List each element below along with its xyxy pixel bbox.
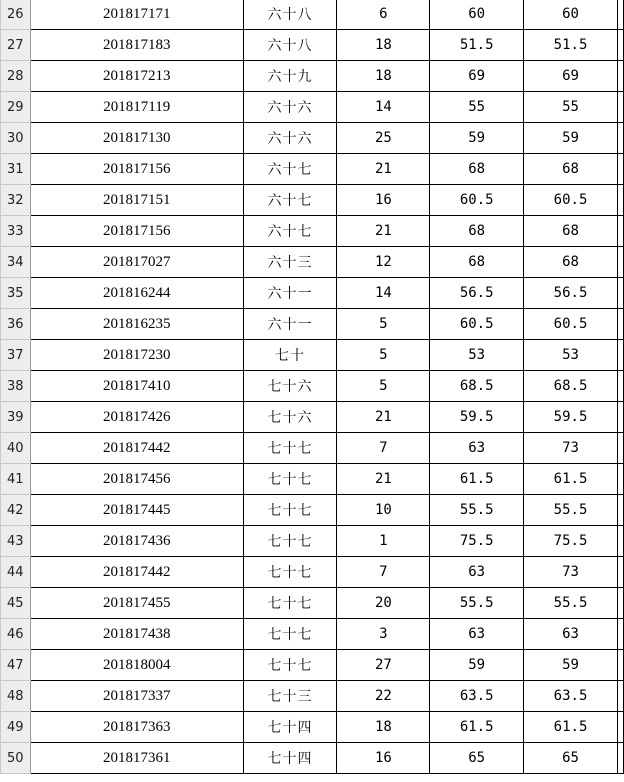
cell-next-column[interactable] [617, 216, 623, 247]
cell-final-score[interactable]: 59.5 [524, 402, 618, 433]
cell-score[interactable]: 59 [430, 650, 524, 681]
cell-student-id[interactable]: 201817438 [30, 619, 243, 650]
cell-count[interactable]: 5 [337, 371, 430, 402]
row-header[interactable]: 50 [1, 743, 31, 774]
cell-count[interactable]: 25 [337, 123, 430, 154]
table-row [1, 712, 624, 743]
cell-class[interactable]: 六十八 [243, 30, 337, 61]
table-row [1, 681, 624, 712]
cell-score[interactable]: 63 [430, 433, 524, 464]
row-header[interactable]: 42 [1, 495, 31, 526]
cell-final-score[interactable]: 73 [524, 433, 618, 464]
table-row [1, 216, 624, 247]
cell-class[interactable]: 六十七 [243, 216, 337, 247]
cell-count[interactable]: 7 [337, 433, 430, 464]
cell-student-id[interactable]: 201817156 [30, 216, 243, 247]
cell-count[interactable]: 10 [337, 495, 430, 526]
cell-count[interactable]: 27 [337, 650, 430, 681]
cell-class[interactable]: 七十四 [243, 743, 337, 774]
row-header[interactable]: 36 [1, 309, 31, 340]
cell-score[interactable]: 75.5 [430, 526, 524, 557]
cell-next-column[interactable] [617, 340, 623, 371]
cell-count[interactable]: 3 [337, 619, 430, 650]
table-row [1, 743, 624, 774]
cell-student-id[interactable]: 201817151 [30, 185, 243, 216]
table-row [1, 61, 624, 92]
row-header[interactable]: 34 [1, 247, 31, 278]
cell-final-score[interactable]: 60.5 [524, 185, 618, 216]
cell-next-column[interactable] [617, 433, 623, 464]
cell-score[interactable]: 59.5 [430, 402, 524, 433]
cell-final-score[interactable]: 55.5 [524, 495, 618, 526]
cell-count[interactable]: 18 [337, 712, 430, 743]
cell-final-score[interactable]: 53 [524, 340, 618, 371]
cell-class[interactable]: 七十七 [243, 495, 337, 526]
cell-count[interactable]: 7 [337, 557, 430, 588]
cell-count[interactable]: 21 [337, 464, 430, 495]
cell-score[interactable]: 65 [430, 743, 524, 774]
cell-score[interactable]: 56.5 [430, 278, 524, 309]
cell-final-score[interactable]: 63.5 [524, 681, 618, 712]
cell-count[interactable]: 16 [337, 185, 430, 216]
cell-count[interactable]: 12 [337, 247, 430, 278]
cell-class[interactable]: 七十七 [243, 557, 337, 588]
cell-score[interactable]: 63.5 [430, 681, 524, 712]
table-row [1, 526, 624, 557]
cell-student-id[interactable]: 201817442 [30, 433, 243, 464]
cell-student-id[interactable]: 201817361 [30, 743, 243, 774]
cell-class[interactable]: 六十七 [243, 185, 337, 216]
cell-class[interactable]: 六十七 [243, 154, 337, 185]
cell-class[interactable]: 六十六 [243, 123, 337, 154]
cell-class[interactable]: 七十三 [243, 681, 337, 712]
cell-next-column[interactable] [617, 526, 623, 557]
cell-class[interactable]: 六十六 [243, 92, 337, 123]
cell-final-score[interactable]: 60 [524, 0, 618, 30]
cell-student-id[interactable]: 201817119 [30, 92, 243, 123]
cell-final-score[interactable]: 59 [524, 123, 618, 154]
cell-score[interactable]: 60 [430, 0, 524, 30]
cell-student-id[interactable]: 201817445 [30, 495, 243, 526]
cell-class[interactable]: 七十四 [243, 712, 337, 743]
cell-student-id[interactable]: 201817156 [30, 154, 243, 185]
cell-final-score[interactable]: 60.5 [524, 309, 618, 340]
cell-final-score[interactable]: 63 [524, 619, 618, 650]
row-header[interactable]: 47 [1, 650, 31, 681]
cell-final-score[interactable]: 68 [524, 247, 618, 278]
cell-next-column[interactable] [617, 495, 623, 526]
row-header[interactable]: 44 [1, 557, 31, 588]
cell-score[interactable]: 60.5 [430, 309, 524, 340]
row-header[interactable]: 29 [1, 92, 31, 123]
cell-next-column[interactable] [617, 650, 623, 681]
cell-class[interactable]: 六十九 [243, 61, 337, 92]
cell-next-column[interactable] [617, 309, 623, 340]
row-header[interactable]: 48 [1, 681, 31, 712]
table-row [1, 588, 624, 619]
cell-student-id[interactable]: 201818004 [30, 650, 243, 681]
table-row [1, 123, 624, 154]
cell-count[interactable]: 16 [337, 743, 430, 774]
cell-next-column[interactable] [617, 0, 623, 30]
cell-score[interactable]: 61.5 [430, 464, 524, 495]
cell-class[interactable]: 七十七 [243, 526, 337, 557]
cell-next-column[interactable] [617, 619, 623, 650]
cell-count[interactable]: 21 [337, 216, 430, 247]
cell-student-id[interactable]: 201817337 [30, 681, 243, 712]
cell-score[interactable]: 63 [430, 557, 524, 588]
table-row [1, 185, 624, 216]
table-row [1, 433, 624, 464]
table-row [1, 619, 624, 650]
cell-count[interactable]: 20 [337, 588, 430, 619]
table-row [1, 278, 624, 309]
row-header[interactable]: 35 [1, 278, 31, 309]
cell-class[interactable]: 七十 [243, 340, 337, 371]
row-header[interactable]: 39 [1, 402, 31, 433]
cell-next-column[interactable] [617, 557, 623, 588]
table-row [1, 557, 624, 588]
cell-student-id[interactable]: 201817027 [30, 247, 243, 278]
cell-class[interactable]: 七十六 [243, 371, 337, 402]
cell-final-score[interactable]: 59 [524, 650, 618, 681]
cell-score[interactable]: 61.5 [430, 712, 524, 743]
table-row [1, 0, 624, 30]
row-header[interactable]: 46 [1, 619, 31, 650]
row-header[interactable]: 28 [1, 61, 31, 92]
cell-count[interactable]: 6 [337, 0, 430, 30]
row-header[interactable]: 37 [1, 340, 31, 371]
cell-next-column[interactable] [617, 681, 623, 712]
row-header[interactable]: 40 [1, 433, 31, 464]
cell-class[interactable]: 七十七 [243, 588, 337, 619]
cell-count[interactable]: 5 [337, 309, 430, 340]
cell-count[interactable]: 18 [337, 61, 430, 92]
cell-score[interactable]: 68 [430, 154, 524, 185]
cell-class[interactable]: 六十八 [243, 0, 337, 30]
cell-student-id[interactable]: 201817230 [30, 340, 243, 371]
cell-student-id[interactable]: 201817442 [30, 557, 243, 588]
table-row [1, 30, 624, 61]
cell-next-column[interactable] [617, 185, 623, 216]
cell-student-id[interactable]: 201817183 [30, 30, 243, 61]
cell-score[interactable]: 69 [430, 61, 524, 92]
cell-student-id[interactable]: 201817455 [30, 588, 243, 619]
row-header[interactable]: 26 [1, 0, 31, 30]
cell-student-id[interactable]: 201817436 [30, 526, 243, 557]
cell-score[interactable]: 55.5 [430, 495, 524, 526]
cell-student-id[interactable]: 201816235 [30, 309, 243, 340]
row-header[interactable]: 38 [1, 371, 31, 402]
cell-final-score[interactable]: 75.5 [524, 526, 618, 557]
cell-student-id[interactable]: 201817456 [30, 464, 243, 495]
cell-score[interactable]: 51.5 [430, 30, 524, 61]
row-header[interactable]: 41 [1, 464, 31, 495]
row-header[interactable]: 32 [1, 185, 31, 216]
cell-score[interactable]: 55.5 [430, 588, 524, 619]
table-row [1, 309, 624, 340]
row-header[interactable]: 33 [1, 216, 31, 247]
cell-student-id[interactable]: 201817426 [30, 402, 243, 433]
cell-class[interactable]: 七十七 [243, 619, 337, 650]
cell-count[interactable]: 5 [337, 340, 430, 371]
cell-next-column[interactable] [617, 712, 623, 743]
table-row [1, 402, 624, 433]
cell-score[interactable]: 53 [430, 340, 524, 371]
cell-next-column[interactable] [617, 464, 623, 495]
cell-next-column[interactable] [617, 92, 623, 123]
cell-final-score[interactable]: 68.5 [524, 371, 618, 402]
cell-student-id[interactable]: 201817213 [30, 61, 243, 92]
cell-next-column[interactable] [617, 371, 623, 402]
cell-class[interactable]: 七十七 [243, 433, 337, 464]
table-row [1, 340, 624, 371]
cell-score[interactable]: 68 [430, 216, 524, 247]
cell-count[interactable]: 14 [337, 278, 430, 309]
cell-final-score[interactable]: 68 [524, 154, 618, 185]
cell-final-score[interactable]: 56.5 [524, 278, 618, 309]
cell-score[interactable]: 68.5 [430, 371, 524, 402]
cell-next-column[interactable] [617, 743, 623, 774]
row-header[interactable]: 49 [1, 712, 31, 743]
cell-count[interactable]: 1 [337, 526, 430, 557]
cell-count[interactable]: 21 [337, 154, 430, 185]
cell-next-column[interactable] [617, 123, 623, 154]
cell-final-score[interactable]: 55.5 [524, 588, 618, 619]
cell-next-column[interactable] [617, 588, 623, 619]
cell-class[interactable]: 七十七 [243, 650, 337, 681]
cell-score[interactable]: 63 [430, 619, 524, 650]
cell-student-id[interactable]: 201817171 [30, 0, 243, 30]
cell-final-score[interactable]: 55 [524, 92, 618, 123]
table-row [1, 154, 624, 185]
cell-next-column[interactable] [617, 30, 623, 61]
cell-count[interactable]: 21 [337, 402, 430, 433]
cell-next-column[interactable] [617, 402, 623, 433]
cell-final-score[interactable]: 61.5 [524, 464, 618, 495]
cell-score[interactable]: 60.5 [430, 185, 524, 216]
cell-next-column[interactable] [617, 154, 623, 185]
table-row [1, 247, 624, 278]
cell-class[interactable]: 六十一 [243, 278, 337, 309]
cell-count[interactable]: 18 [337, 30, 430, 61]
cell-student-id[interactable]: 201817410 [30, 371, 243, 402]
cell-next-column[interactable] [617, 247, 623, 278]
cell-final-score[interactable]: 69 [524, 61, 618, 92]
table-row [1, 464, 624, 495]
grid-body [1, 0, 624, 774]
cell-final-score[interactable]: 73 [524, 557, 618, 588]
cell-final-score[interactable]: 51.5 [524, 30, 618, 61]
cell-final-score[interactable]: 68 [524, 216, 618, 247]
cell-next-column[interactable] [617, 61, 623, 92]
cell-next-column[interactable] [617, 278, 623, 309]
cell-count[interactable]: 22 [337, 681, 430, 712]
row-header[interactable]: 30 [1, 123, 31, 154]
cell-student-id[interactable]: 201816244 [30, 278, 243, 309]
cell-class[interactable]: 六十三 [243, 247, 337, 278]
cell-score[interactable]: 59 [430, 123, 524, 154]
table-row [1, 495, 624, 526]
row-header[interactable]: 43 [1, 526, 31, 557]
cell-final-score[interactable]: 61.5 [524, 712, 618, 743]
row-header[interactable]: 27 [1, 30, 31, 61]
cell-score[interactable]: 68 [430, 247, 524, 278]
row-header[interactable]: 45 [1, 588, 31, 619]
cell-final-score[interactable]: 65 [524, 743, 618, 774]
cell-student-id[interactable]: 201817363 [30, 712, 243, 743]
table-row [1, 371, 624, 402]
cell-count[interactable]: 14 [337, 92, 430, 123]
cell-class[interactable]: 七十六 [243, 402, 337, 433]
cell-class[interactable]: 七十七 [243, 464, 337, 495]
row-header[interactable]: 31 [1, 154, 31, 185]
cell-class[interactable]: 六十一 [243, 309, 337, 340]
cell-student-id[interactable]: 201817130 [30, 123, 243, 154]
table-row [1, 650, 624, 681]
cell-score[interactable]: 55 [430, 92, 524, 123]
table-row [1, 92, 624, 123]
